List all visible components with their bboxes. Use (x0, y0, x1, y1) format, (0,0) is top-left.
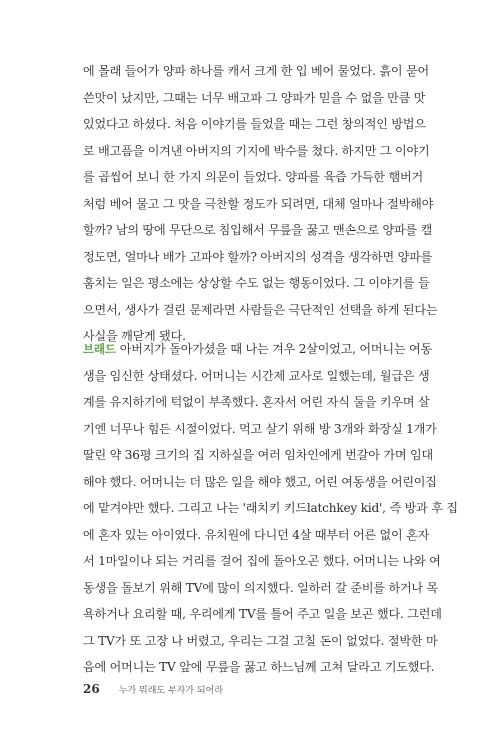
page-footer (83, 680, 223, 696)
text-line: 있었다고 하셨다. 처음 이야기를 들었을 때는 그런 창의적인 방법으 (83, 117, 426, 131)
text-line: 에 몰래 들어가 양파 하나를 캐서 크게 한 입 베어 물었다. 흙이 묻어 (83, 64, 429, 78)
paragraph-1 (83, 58, 438, 350)
text-line: 으면서, 생사가 걸린 문제라면 사람들은 극단적인 선택을 하게 된다는 (83, 302, 438, 317)
text-line: 음에 어머니는 TV 앞에 무릎을 꿇고 하느님께 고쳐 달라고 기도했다. (83, 660, 435, 674)
paragraph-2 (83, 336, 458, 681)
text-line: 해야 했다. 어머니는 더 많은 일을 해야 했고, 어린 여동생을 어린이집 (83, 474, 437, 489)
speaker-label: 브래드 (83, 342, 116, 356)
text-line: 정도면, 얼마나 배가 고파야 할까? 아버지의 성격을 생각하면 양파를 (83, 249, 433, 264)
text-line: 동생을 돌보기 위해 TV에 많이 의지했다. 일하러 갈 준비를 하거나 목 (83, 580, 439, 595)
text-line: 에 맡겨야만 했다. 그리고 나는 '래치키 키드latchkey kid', 즉 방과 후 집 (83, 501, 458, 515)
text-line: 쓴맛이 났지만, 그때는 너무 배고파 그 양파가 믿을 수 없을 만큼 맛 (83, 90, 426, 105)
page-number: 26 (83, 682, 100, 696)
text-line: 처럼 베어 물고 그 맛을 극찬할 정도가 되려면, 대체 얼마나 절박해야 (83, 196, 434, 211)
text-line: 생을 임신한 상태셨다. 어머니는 시간제 교사로 일했는데, 월급은 생 (83, 368, 430, 383)
text-line: 사실을 깨닫게 됐다. (83, 329, 186, 343)
running-title: 누가 뭐래도 부자가 되어라 (118, 686, 224, 696)
text-line: 할까? 남의 땅에 무단으로 침입해서 무릎을 꿇고 맨손으로 양파를 캘 (83, 223, 433, 237)
text-line: 훔치는 일은 평소에는 상상할 수도 없는 행동이었다. 그 이야기를 들 (83, 276, 430, 290)
text-line: 를 곱씹어 보니 한 가지 의문이 들었다. 양파를 육즙 가득한 햄버거 (83, 170, 423, 184)
text-line: 에 혼자 있는 아이였다. 유치원에 다니던 4살 때부터 어른 없이 혼자 (83, 527, 430, 542)
text-line: 그 TV가 또 고장 나 버렸고, 우리는 그걸 고칠 돈이 없었다. 절박한 마 (83, 633, 438, 648)
first-line-text: 아버지가 돌아가셨을 때 나는 겨우 2살이었고, 어머니는 여동 (119, 342, 432, 356)
text-line: 서 1마일이나 되는 거리를 걸어 집에 돌아오곤 했다. 어머니는 나와 여 (83, 554, 441, 568)
text-line: 기엔 너무나 힘든 시절이었다. 먹고 살기 위해 방 3개와 화장실 1개가 (83, 421, 437, 436)
text-line: 계를 유지하기에 턱없이 부족했다. 혼자서 어린 자식 둘을 키우며 살 (83, 395, 430, 409)
text-line: 딸린 약 36평 크기의 집 지하실을 여러 임차인에게 번갈아 가며 임대 (83, 448, 433, 462)
text-line: 욕하거나 요리할 때, 우리에게 TV를 틀어 주고 일을 보곤 했다. 그런데 (83, 607, 442, 621)
text-line-first (83, 336, 432, 363)
text-line: 로 배고픔을 이겨낸 아버지의 기지에 박수를 쳤다. 하지만 그 이야기 (83, 143, 430, 158)
